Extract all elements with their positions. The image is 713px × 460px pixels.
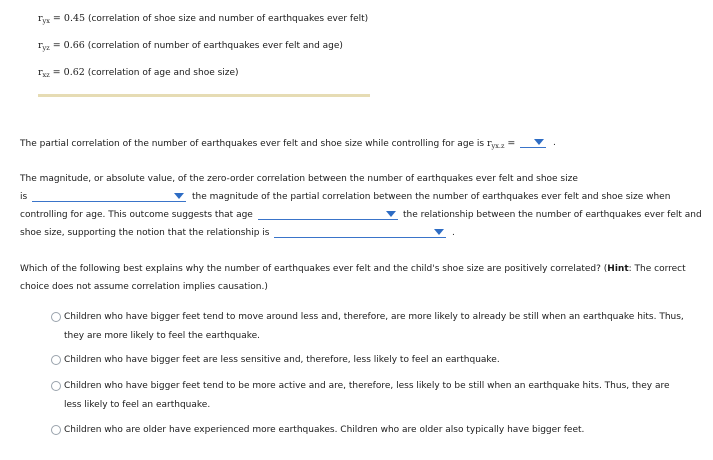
divider — [38, 94, 370, 97]
given-ryz: $r_{yz} = 0.66$ (correlation of number of earthquakes ever felt and age) — [38, 40, 343, 52]
option-3-text[interactable]: Children who have bigger feet tend to be more active and are, therefore, less likely to be still when an earthquake hits. Thus, they are — [64, 381, 670, 391]
option-2-radio[interactable] — [51, 355, 61, 365]
magnitude-is-label: is — [20, 192, 28, 202]
option-4-radio[interactable] — [51, 425, 61, 435]
partial-correlation-sentence: The partial correlation of the number of earthquakes ever felt and shoe size while controlling for age is $r_{yx.z}$ = — [20, 138, 516, 150]
magnitude-line-4: shoe size, supporting the notion that the relationship is — [20, 228, 270, 238]
option-4-text[interactable]: Children who are older have experienced more earthquakes. Children who are older also typically have bigger feet. — [64, 425, 585, 435]
magnitude-comparison-dropdown[interactable] — [32, 191, 186, 202]
partial-correlation-dropdown[interactable] — [520, 137, 546, 148]
option-1-text[interactable]: Children who have bigger feet tend to move around less and, therefore, are more likely to already be still when an earthquake hits. Thus, — [64, 312, 684, 322]
chevron-down-icon — [434, 229, 444, 235]
chevron-down-icon — [174, 193, 184, 199]
chevron-down-icon — [386, 211, 396, 217]
option-1-radio[interactable] — [51, 312, 61, 322]
magnitude-line-4-end: . — [452, 228, 455, 238]
option-3-radio[interactable] — [51, 381, 61, 391]
age-effect-dropdown[interactable] — [258, 209, 398, 220]
question-text-line-2: choice does not assume correlation implies causation.) — [20, 282, 268, 292]
given-ryx: $r_{yx} = 0.45$ (correlation of shoe size and number of earthquakes ever felt) — [38, 13, 369, 25]
magnitude-line-3: controlling for age. This outcome suggests that age — [20, 210, 253, 220]
given-rxz: $r_{xz} = 0.62$ (correlation of age and shoe size) — [38, 67, 239, 79]
relationship-type-dropdown[interactable] — [274, 227, 446, 238]
partial-sentence-end: . — [553, 138, 556, 148]
question-text: Which of the following best explains why the number of earthquakes ever felt and the child's shoe size are positively correlated? (Hint: The correct — [20, 264, 686, 274]
option-1-text-line-2[interactable]: they are more likely to feel the earthquake. — [64, 331, 261, 341]
magnitude-line-1: The magnitude, or absolute value, of the zero-order correlation between the number of earthquakes ever felt and shoe size — [20, 174, 578, 184]
magnitude-line-2: the magnitude of the partial correlation between the number of earthquakes ever felt and shoe size when — [192, 192, 671, 202]
option-3-text-line-2[interactable]: less likely to feel an earthquake. — [64, 400, 211, 410]
chevron-down-icon — [534, 139, 544, 145]
option-2-text[interactable]: Children who have bigger feet are less sensitive and, therefore, less likely to feel an earthquake. — [64, 355, 500, 365]
magnitude-line-3-rest: the relationship between the number of earthquakes ever felt and — [403, 210, 702, 220]
